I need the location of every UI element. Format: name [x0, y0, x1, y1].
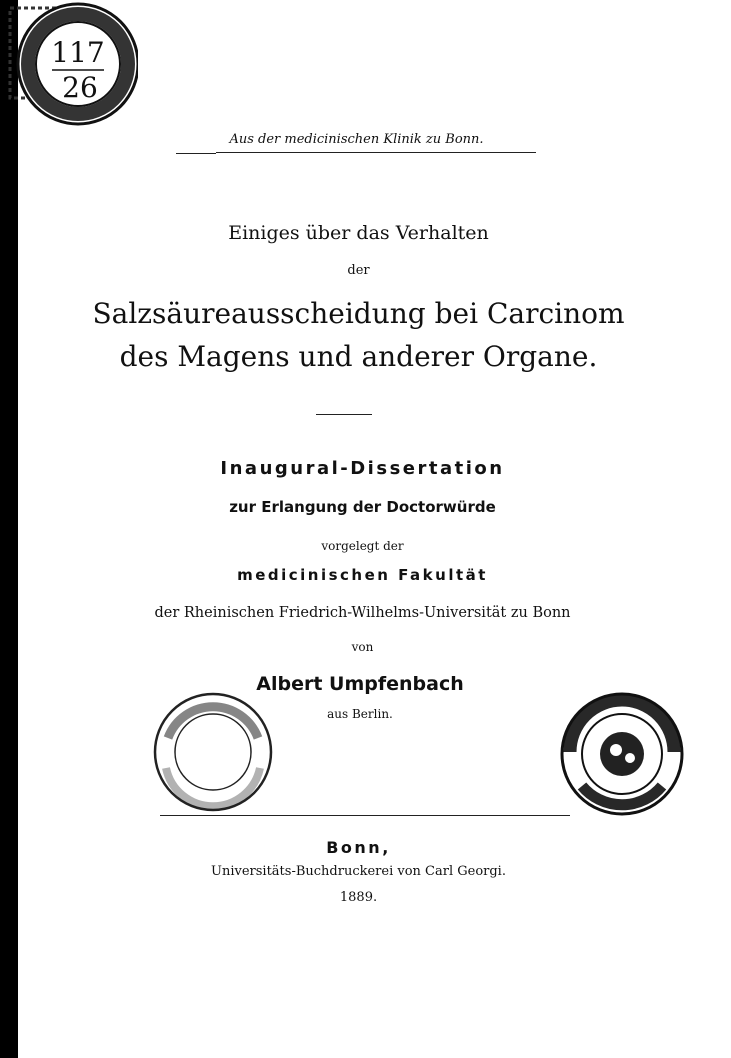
biblioteca-medica-stamp: [540, 690, 705, 820]
svg-text:26: 26: [62, 71, 98, 104]
faculty-name: medicinischen Fakultät: [237, 566, 488, 584]
university-name: der Rheinischen Friedrich-Wilhelms-Universität zu Bonn: [154, 605, 571, 621]
header-rule-left: [176, 153, 216, 154]
imprint-printer: Universitäts-Buchdruckerei von Carl Georgi.: [211, 864, 506, 879]
title-line-1: Einiges über das Verhalten: [228, 222, 489, 244]
dissertation-purpose: zur Erlangung der Doctorwürde: [229, 498, 496, 516]
imprint-rule: [160, 815, 570, 816]
title-divider: [316, 414, 372, 415]
by-line: von: [351, 640, 374, 654]
clinic-line: Aus der medicinischen Klinik zu Bonn.: [229, 132, 484, 147]
title-line-4: des Magens und anderer Organe.: [119, 340, 598, 373]
title-line-2: der: [347, 263, 370, 278]
author-name: Albert Umpfenbach: [256, 673, 464, 695]
dono-accademia-stamp: [138, 688, 288, 818]
imprint-year: 1889.: [339, 890, 378, 905]
dissertation-heading: Inaugural-Dissertation: [220, 458, 505, 479]
library-number-stamp: [8, 0, 138, 130]
header-rule-main: [216, 152, 536, 153]
presented-to: vorgelegt der: [321, 539, 404, 553]
svg-text:117: 117: [51, 36, 105, 69]
imprint-city: Bonn,: [326, 838, 391, 857]
title-line-3: Salzsäureausscheidung bei Carcinom: [92, 297, 625, 330]
author-origin: aus Berlin.: [327, 707, 393, 721]
